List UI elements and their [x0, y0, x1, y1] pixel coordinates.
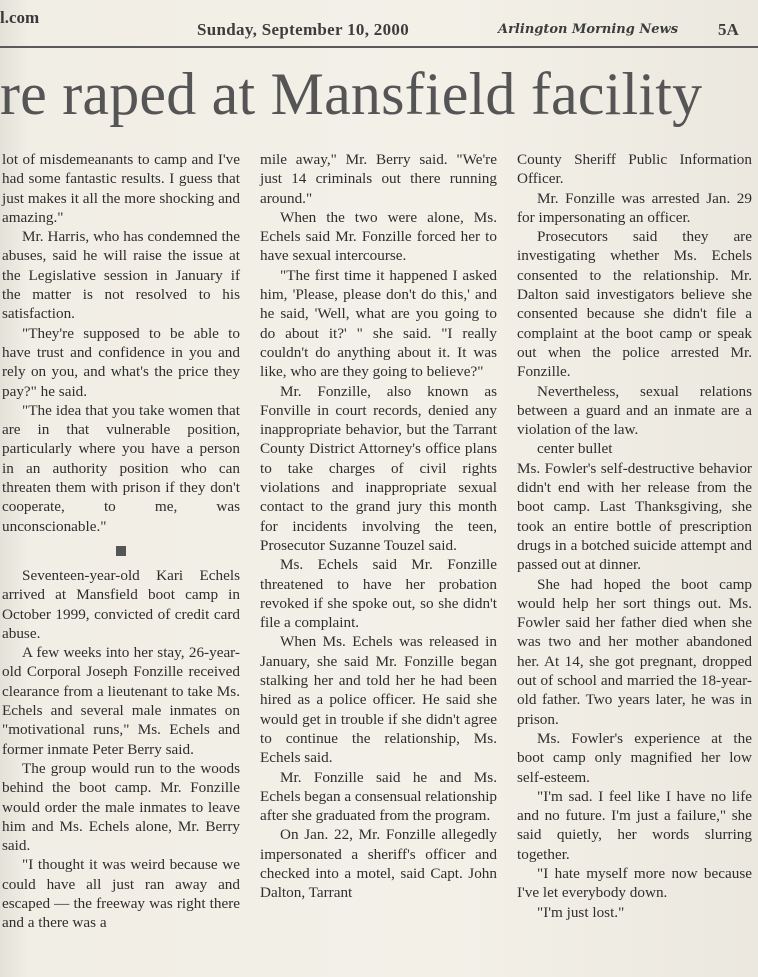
paragraph: "I hate myself more now because I've let everybody down.: [517, 864, 752, 902]
column-1: [2, 150, 240, 933]
paragraph: Prosecutors said they are investigating whether Ms. Echels consented to the relationship. Mr. Dalton said investigators believe she consented because she didn't file a complaint at the boot camp or speak out when the police arrested Mr. Fonzille.: [517, 228, 752, 381]
page-header: [0, 6, 758, 38]
paragraph: Mr. Fonzille, also known as Fonville in court records, denied any inappropriate behavior, but the Tarrant County District Attorney's office plans to take charges of civil rights violations and inappropriate sexual contact to the grand jury this month for incidents involving the teen, Prosecutor Suzanne Touzel said.: [260, 382, 497, 554]
paragraph: Seventeen-year-old Kari Echels arrived at Mansfield boot camp in October 1999, convicted of credit card abuse.: [2, 566, 240, 642]
paragraph: Ms. Fowler's experience at the boot camp only magnified her low self-esteem.: [517, 729, 752, 786]
paragraph: "They're supposed to be able to have trust and confidence in you and rely on you, and what's the price they pay?" he said.: [2, 324, 240, 400]
site-fragment: l.com: [0, 8, 40, 27]
paragraph: On Jan. 22, Mr. Fonzille allegedly impersonated a sheriff's officer and checked into a motel, said Capt. John Dalton, Tarrant: [260, 826, 497, 902]
column-2: [260, 150, 497, 903]
paragraph: Ms. Fowler's self-destructive behavior didn't end with her release from the boot camp. Last Thanksgiving, she took an entire bottle of prescription drugs in a botched suicide attempt and passed out at dinner.: [517, 459, 752, 574]
section-break: [2, 536, 240, 566]
issue-date: Sunday, September 10, 2000: [197, 20, 409, 39]
paragraph: Mr. Fonzille said he and Ms. Echels began a consensual relationship after she graduated from the program.: [260, 768, 498, 825]
paragraph: A few weeks into her stay, 26-year-old Corporal Joseph Fonzille received clearance from a lieutenant to take Ms. Echels and several male inmates on "motivational runs," Ms. Echels and former inmate Peter Berry said.: [2, 644, 240, 758]
paragraph: The group would run to the woods behind the boot camp. Mr. Fonzille would order the male inmates to leave him and Ms. Echels alone, Mr. Berry said.: [2, 759, 240, 855]
paragraph: "I thought it was weird because we could have all just ran away and escaped — the freeway was right there and a there was a: [2, 856, 240, 932]
paragraph: When Ms. Echels was released in January, she said Mr. Fonzille began stalking her and told her he had been hired as a police officer. He said she would get in trouble if she didn't agree to continue the relationship, Ms. Echels said.: [260, 633, 497, 767]
headline: re raped at Mansfield facility: [0, 61, 703, 127]
paragraph: "The first time it happened I asked him, 'Please, please don't do this,' and he said, 'Well, what are you going to do about it?' " she said. "I really couldn't do anything about it. It was like, who are they going to believe?": [260, 266, 497, 381]
paragraph: "I'm just lost.": [537, 903, 625, 921]
paragraph: center bullet: [537, 440, 613, 458]
paragraph: County Sheriff Public Information Officer.: [517, 151, 752, 188]
paragraph: lot of misdemeanants to camp and I've had some fantastic results. I guess that just makes it all the more shocking and amazing.": [2, 151, 240, 226]
paragraph: mile away," Mr. Berry said. "We're just 14 criminals out there running around.": [260, 151, 497, 207]
paragraph: When the two were alone, Ms. Echels said Mr. Fonzille forced her to have sexual intercourse.: [260, 208, 497, 265]
paragraph: She had hoped the boot camp would help her sort things out. Ms. Fowler said her father died when she was two and her mother abandoned her. At 14, she got pregnant, dropped out of school and married the 18-year-old father. Two years later, he was in prison.: [517, 575, 752, 728]
page-number: 5A: [718, 20, 739, 39]
paragraph: Nevertheless, sexual relations between a guard and an inmate are a violation of the law.: [517, 382, 752, 439]
paragraph: Ms. Echels said Mr. Fonzille threatened to have her probation revoked if she spoke out, so she didn't file a complaint.: [260, 556, 497, 632]
paragraph: "I'm sad. I feel like I have no life and no future. I'm just a failure," she said quietly, her words slurring together.: [517, 787, 752, 863]
newspaper-name: Arlington Morning News: [498, 22, 679, 37]
header-rule: [0, 46, 758, 48]
section-bullet: [116, 546, 126, 556]
paragraph: Mr. Fonzille was arrested Jan. 29 for impersonating an officer.: [517, 189, 752, 226]
column-3: [517, 150, 752, 922]
paragraph: Mr. Harris, who has condemned the abuses, said he will raise the issue at the Legislative session in January if the matter is not resolved to his satisfaction.: [2, 228, 240, 323]
paragraph: "The idea that you take women that are in that vulnerable position, particularly where you have a person in an authority position who can threaten them with prison if they don't cooperate, to me, was unconscionable.": [2, 401, 240, 535]
